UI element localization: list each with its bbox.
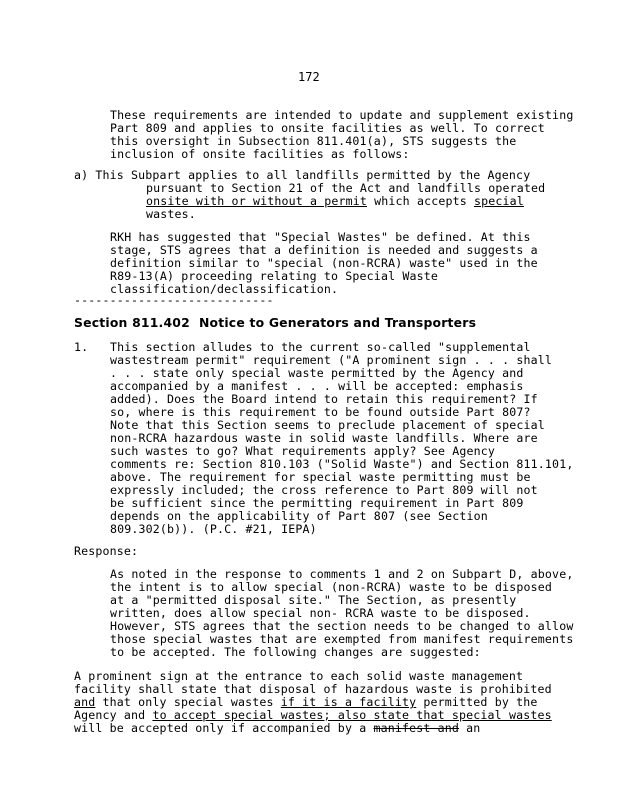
text-line: wastes.: [146, 207, 196, 221]
text-segment: Agency and: [74, 708, 153, 722]
text-line: This section alludes to the current so-called "supplemental: [110, 340, 531, 354]
text-line: definition similar to "special (non-RCRA) waste" used in the: [110, 256, 538, 270]
text-line: such wastes to go? What requirements apply? See Agency: [110, 444, 496, 458]
section-heading: Section 811.402 Notice to Generators and Transporters: [74, 315, 477, 330]
text-line: stage, STS agrees that a definition is needed and suggests a: [110, 243, 538, 257]
text-line: the intent is to allow special (non-RCRA) waste to be disposed: [110, 580, 553, 594]
comment-number: 1.: [74, 340, 89, 354]
inserted-text: special: [473, 194, 524, 208]
text-segment: will be accepted only if accompanied by a: [74, 721, 374, 735]
inserted-text: onsite with or without a permit: [146, 194, 368, 208]
text-line: above. The requirement for special waste permitting must be: [110, 470, 531, 484]
page-number: 172: [298, 70, 320, 84]
response-label: Response:: [74, 544, 139, 558]
text-line: non-RCRA hazardous waste in solid waste landfills. Where are: [110, 431, 538, 445]
text-line: accompanied by a manifest . . . will be accepted: emphasis: [110, 379, 524, 393]
text-line: classification/declassification.: [110, 282, 339, 296]
text-line: Note that this Section seems to preclude placement of special: [110, 418, 545, 432]
text-line: As noted in the response to comments 1 and 2 on Subpart D, above,: [110, 567, 574, 581]
text-line: expressly included; the cross reference to Part 809 will not: [110, 483, 538, 497]
text-line: be sufficient since the permitting requirement in Part 809: [110, 496, 524, 510]
text-line: However, STS agrees that the section needs to be changed to allow: [110, 619, 574, 633]
deleted-text: manifest and: [373, 721, 460, 735]
text-line: A prominent sign at the entrance to each solid waste management: [74, 669, 524, 683]
text-line: R89-13(A) proceeding relating to Special Waste: [110, 269, 438, 283]
text-line: depends on the applicability of Part 807 (see Section: [110, 509, 488, 523]
inserted-text: if it is a facility: [280, 695, 417, 709]
inserted-text: to accept special wastes; also state that special wastes: [152, 708, 552, 722]
text-line: Part 809 and applies to onsite facilities as well. To correct: [110, 121, 545, 135]
inserted-text: and: [74, 695, 96, 709]
text-line: to be accepted. The following changes are suggested:: [110, 645, 481, 659]
text-line: this oversight in Subsection 811.401(a), STS suggests the: [110, 134, 517, 148]
text-line: so, where is this requirement to be found outside Part 807?: [110, 405, 531, 419]
text-segment: permitted by the: [416, 695, 538, 709]
text-line: These requirements are intended to update and supplement existing: [110, 108, 574, 122]
text-segment: an: [459, 721, 481, 735]
text-line: comments re: Section 810.103 ("Solid Waste") and Section 811.101,: [110, 457, 574, 471]
text-line: at a "permitted disposal site." The Section, as presently: [110, 593, 517, 607]
text-segment: which accepts: [367, 194, 474, 208]
text-line: facility shall state that disposal of hazardous waste is prohibited: [74, 682, 552, 696]
text-line: pursuant to Section 21 of the Act and landfills operated: [146, 181, 546, 195]
text-line: RKH has suggested that "Special Wastes" be defined. At this: [110, 230, 531, 244]
text-line: 809.302(b)). (P.C. #21, IEPA): [110, 522, 317, 536]
text-line: [146, 195, 524, 208]
text-line: those special wastes that are exempted from manifest requirements: [110, 632, 574, 646]
text-line: [74, 722, 480, 735]
text-line: wastestream permit" requirement ("A prominent sign . . . shall: [110, 353, 553, 367]
text-segment: that only special wastes: [95, 695, 281, 709]
text-line: inclusion of onsite facilities as follows:: [110, 147, 410, 161]
text-line: . . . state only special waste permitted by the Agency and: [110, 366, 524, 380]
text-line: written, does allow special non- RCRA waste to be disposed.: [110, 606, 531, 620]
separator-line: ----------------------------: [74, 293, 274, 307]
text-line: a) This Subpart applies to all landfills permitted by the Agency: [74, 168, 531, 182]
text-line: added). Does the Board intend to retain this requirement? If: [110, 392, 538, 406]
